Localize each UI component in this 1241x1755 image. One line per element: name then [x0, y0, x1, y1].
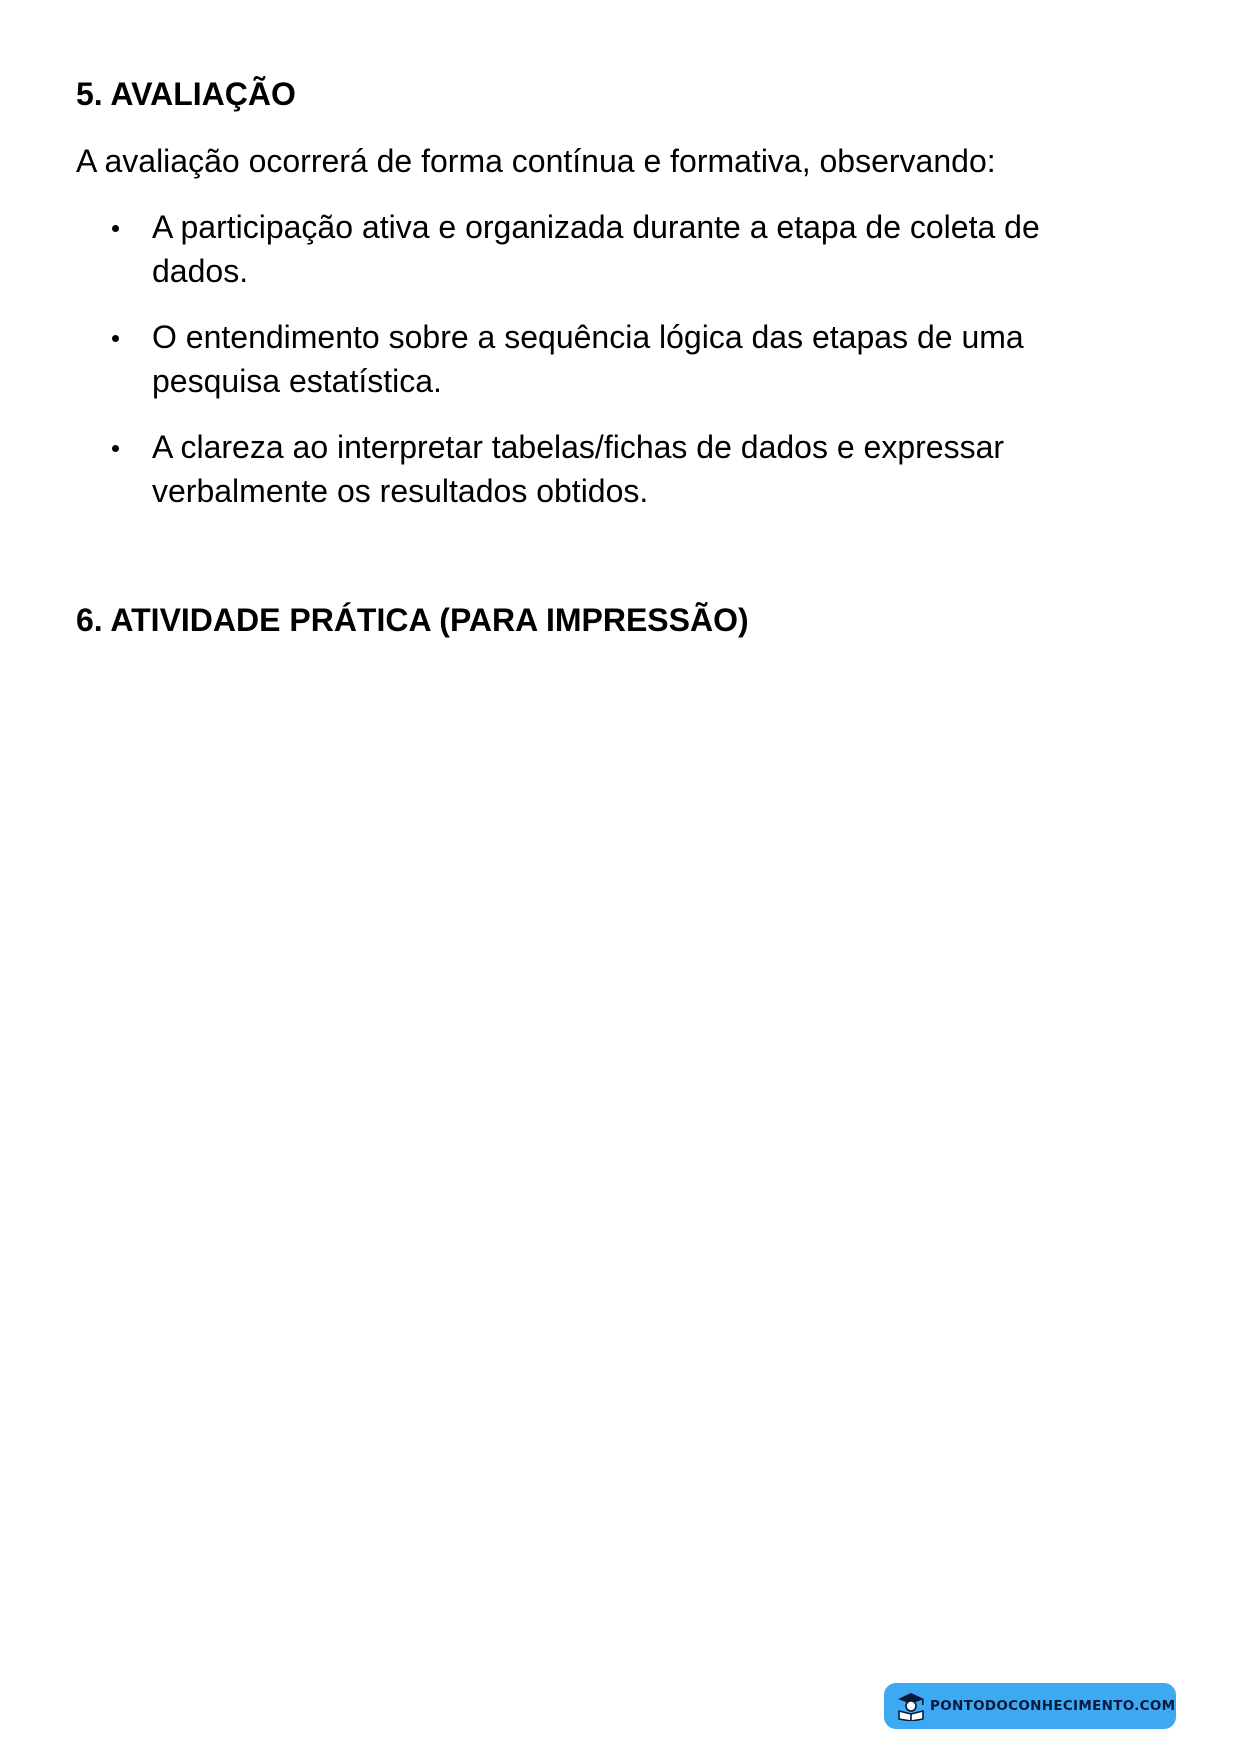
brand-name: PONTODOCONHECIMENTO.COM: [930, 1698, 1176, 1714]
brand-logo-badge: [884, 1683, 1176, 1729]
section-intro-text: A avaliação ocorrerá de forma contínua e formativa, observando:: [76, 143, 996, 179]
list-item-text: O entendimento sobre a sequência lógica das etapas de uma pesquisa estatística.: [152, 319, 1024, 399]
list-item: [76, 425, 1136, 513]
section-heading-avaliacao: 5. AVALIAÇÃO: [76, 76, 296, 112]
list-item-text: A participação ativa e organizada durante a etapa de coleta de dados.: [152, 209, 1040, 289]
evaluation-criteria-list: [76, 205, 1136, 535]
section-heading-atividade-pratica: 6. ATIVIDADE PRÁTICA (PARA IMPRESSÃO): [76, 602, 749, 638]
list-item: [76, 315, 1136, 403]
bullet-icon: [112, 445, 119, 452]
list-item: [76, 205, 1136, 293]
bullet-icon: [112, 225, 119, 232]
graduate-reading-book-icon: [896, 1691, 926, 1721]
bullet-icon: [112, 335, 119, 342]
list-item-text: A clareza ao interpretar tabelas/fichas de dados e expressar verbalmente os resultados obtidos.: [152, 429, 1005, 509]
